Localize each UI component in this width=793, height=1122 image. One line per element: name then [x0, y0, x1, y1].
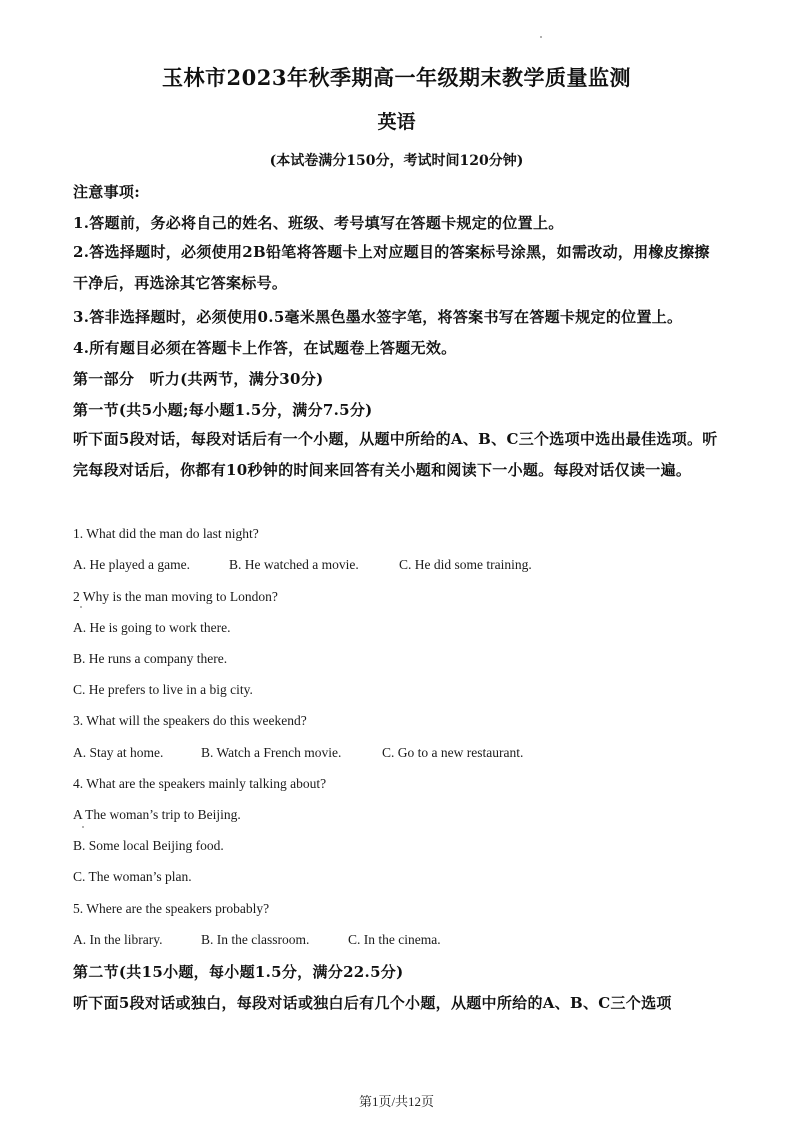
question-1-options	[73, 557, 723, 573]
section2-instructions: 听下面5段对话或独白，每段对话或独白后有几个小题，从题中所给的A、B、C三个选项	[73, 994, 672, 1012]
exam-meta: (本试卷满分150分，考试时间120分钟)	[269, 153, 524, 169]
question-5-options	[73, 932, 723, 948]
notice-item-1: 1.答题前，务必将自己的姓名、班级、考号填写在答题卡规定的位置上。	[73, 214, 564, 232]
question-5-option-b: B. In the classroom.	[201, 932, 310, 947]
question-3-option-c: C. Go to a new restaurant.	[382, 745, 524, 760]
notice-item-4: 4.所有题目必须在答题卡上作答，在试题卷上答题无效。	[73, 339, 457, 357]
question-4-stem: 4. What are the speakers mainly talking about?	[73, 776, 327, 791]
question-3-options	[73, 745, 723, 761]
question-4-option-a: A The woman’s trip to Beijing.	[73, 807, 241, 822]
notice-heading: 注意事项:	[73, 183, 141, 201]
question-2-option-a: A. He is going to work there.	[73, 620, 231, 635]
part1-heading: 第一部分 听力(共两节，满分30分)	[73, 370, 324, 388]
question-2-option-b: B. He runs a company there.	[73, 651, 228, 666]
exam-subject: 英语	[377, 111, 416, 133]
section1-heading: 第一节(共5小题;每小题1.5分，满分7.5分)	[73, 401, 373, 419]
scan-speck	[82, 826, 84, 828]
question-3-stem: 3. What will the speakers do this weekend?	[73, 713, 307, 728]
question-4-option-c: C. The woman’s plan.	[73, 869, 192, 884]
section2-heading: 第二节(共15小题，每小题1.5分，满分22.5分)	[73, 963, 404, 981]
page-footer: 第1页/共12页	[358, 1094, 435, 1109]
section1-instructions: 听下面5段对话，每段对话后有一个小题，从题中所给的A、B、C三个选项中选出最佳选项。听完每段对话后，你都有10秒钟的时间来回答有关小题和阅读下一小题。每段对话仅读一遍。	[73, 430, 718, 479]
question-1-option-a: A. He played a game.	[73, 557, 190, 572]
notice-item-2: 2.答选择题时，必须使用2B铅笔将答题卡上对应题目的答案标号涂黑，如需改动，用橡皮擦擦干净后，再选涂其它答案标号。	[73, 243, 710, 292]
question-2-option-c: C. He prefers to live in a big city.	[73, 682, 253, 697]
question-2-stem: 2 Why is the man moving to London?	[73, 589, 278, 604]
question-1-option-c: C. He did some training.	[399, 557, 532, 572]
scan-speck	[80, 606, 82, 608]
exam-title: 玉林市2023年秋季期高一年级期末教学质量监测	[162, 65, 631, 90]
question-3-option-b: B. Watch a French movie.	[201, 745, 342, 760]
question-1-option-b: B. He watched a movie.	[229, 557, 359, 572]
question-5-stem: 5. Where are the speakers probably?	[73, 901, 270, 916]
scan-speck	[540, 36, 542, 38]
notice-item-3: 3.答非选择题时，必须使用0.5毫米黑色墨水签字笔，将答案书写在答题卡规定的位置上。	[73, 308, 683, 326]
question-5-option-a: A. In the library.	[73, 932, 163, 947]
question-1-stem: 1. What did the man do last night?	[73, 526, 259, 541]
question-4-option-b: B. Some local Beijing food.	[73, 838, 224, 853]
question-3-option-a: A. Stay at home.	[73, 745, 164, 760]
question-5-option-c: C. In the cinema.	[348, 932, 441, 947]
